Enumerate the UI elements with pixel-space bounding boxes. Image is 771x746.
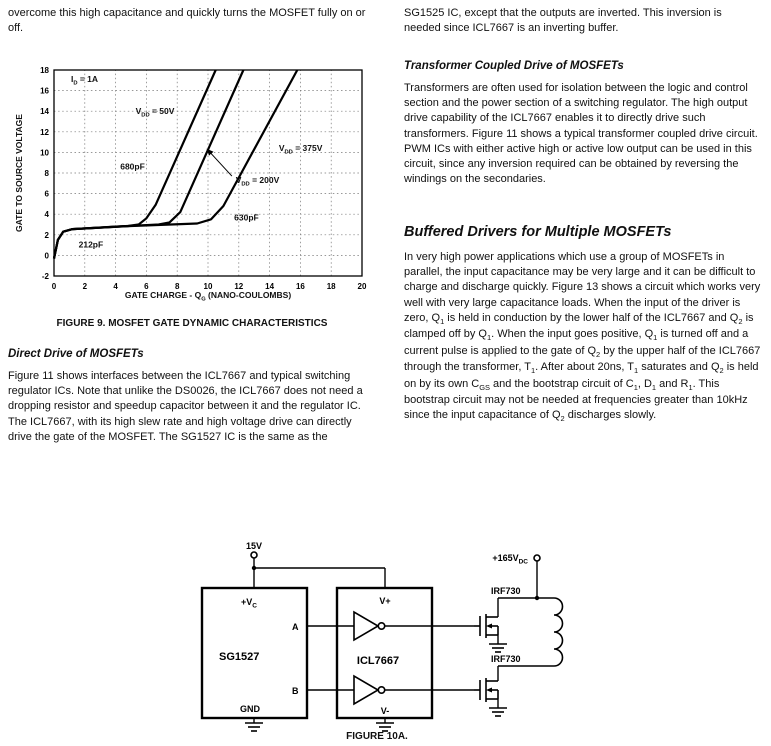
chart-annotation: 680pF bbox=[120, 161, 145, 172]
chart-annotation: $V_{DD} = 50V$ bbox=[135, 106, 175, 119]
sg1527-pin-a-label: A bbox=[292, 622, 299, 632]
chart-annotation: 212pF bbox=[78, 239, 104, 250]
supply-15v-label: 15V bbox=[245, 541, 263, 551]
sg1527-pin-vc-label: $+V_C$ bbox=[241, 597, 257, 610]
inductor-coil-icon bbox=[554, 598, 563, 666]
x-tick-label: 0 bbox=[51, 282, 57, 291]
left-intro-paragraph: overcome this high capacitance and quickly turns the MOSFET fully on or off. bbox=[8, 7, 366, 35]
chart-annotation: $I_D = 1A$ bbox=[70, 74, 99, 88]
icl7667-name-label: ICL7667 bbox=[356, 655, 400, 667]
y-tick-label: 8 bbox=[44, 169, 49, 178]
x-tick-label: 10 bbox=[203, 282, 213, 291]
y-tick-label: 14 bbox=[40, 107, 49, 117]
sg1527-ground-icon bbox=[245, 718, 263, 731]
mosfet-bottom-label: IRF730 bbox=[491, 654, 521, 664]
y-tick-label: 2 bbox=[44, 230, 49, 240]
gate-charge-chart bbox=[8, 60, 376, 310]
figure9-block bbox=[8, 60, 376, 329]
x-tick-label: 20 bbox=[357, 282, 367, 291]
chart-x-axis-label: GATE CHARGE - $Q_G$ (NANO-COULOMBS) bbox=[124, 290, 292, 303]
y-tick-label: 18 bbox=[40, 66, 49, 75]
mosfet-top-label: IRF730 bbox=[491, 586, 521, 596]
right-intro-paragraph: SG1525 IC, except that the outputs are inverted. This inversion is needed since ICL7667 is an inverting buffer. bbox=[404, 7, 722, 35]
y-tick-label: 4 bbox=[44, 210, 49, 220]
icl7667-pin-vplus-label: V+ bbox=[379, 596, 391, 606]
annotation-arrow bbox=[207, 149, 232, 176]
chart-annotation: $V_{DD} = 375V$ bbox=[278, 143, 323, 157]
curve-vdd-200v-630pf- bbox=[54, 70, 243, 259]
direct-drive-heading: Direct Drive of MOSFETs bbox=[8, 348, 144, 360]
x-tick-label: 16 bbox=[295, 282, 305, 291]
mosfet-top-icon bbox=[474, 598, 498, 644]
supply-wires bbox=[252, 558, 385, 588]
x-tick-label: 6 bbox=[144, 282, 149, 291]
mosfet-bottom-icon bbox=[474, 666, 498, 708]
y-tick-label: -2 bbox=[41, 272, 49, 281]
y-tick-label: 16 bbox=[40, 86, 49, 96]
sg1527-pin-gnd-label: GND bbox=[240, 704, 260, 714]
hv-supply-label: $+165V_{DC}$ bbox=[492, 553, 528, 566]
chart-annotation: $V_{DD} = 200V$ bbox=[235, 175, 280, 188]
chart-y-axis-label: GATE TO SOURCE VOLTAGE bbox=[14, 114, 24, 232]
direct-drive-body: Figure 11 shows interfaces between the ICL7667 and typical switching regulator ICs. Note that unlike the DS0026, the ICL7667 does not need a dropping resistor and speedup capacitor between it and the regulator IC. The ICL7667, with its high slew rate and high voltage drive can directly drive the gate of the MOSFET. The SG1527 IC is the same as the bbox=[8, 370, 363, 443]
curve-vdd-375v bbox=[54, 70, 297, 259]
figure10a-circuit bbox=[192, 538, 612, 743]
x-tick-label: 8 bbox=[174, 282, 180, 291]
y-tick-label: 10 bbox=[40, 148, 49, 158]
x-tick-label: 4 bbox=[113, 282, 118, 291]
sg1527-pin-b-label: B bbox=[292, 686, 299, 696]
icl7667-ground-icon bbox=[376, 718, 394, 731]
figure9-caption: FIGURE 9. MOSFET GATE DYNAMIC CHARACTERISTICS bbox=[56, 318, 328, 329]
icl7667-pin-vminus-label: V- bbox=[380, 706, 390, 716]
y-tick-label: 6 bbox=[44, 189, 49, 199]
transformer-body: Transformers are often used for isolation between the logic and control section and the power section of a switching regulator. The high output drive capability of the ICL7667 enables it to directly drive such transformers. Figure 11 shows a typical transformer coupled drive circuit. PWM ICs with either active high or active low output can be used in this circuit, since any inversion required can be obtained by reversing the windings on the secondaries. bbox=[404, 82, 758, 186]
buffered-drivers-heading: Buffered Drivers for Multiple MOSFETs bbox=[404, 224, 672, 240]
transformer-heading: Transformer Coupled Drive of MOSFETs bbox=[404, 60, 624, 72]
buffered-drivers-body: In very high power applications which use a group of MOSFETs in parallel, the input capacitance may be very large and it can be difficult to charge and discharge quickly. Figure 13 shows a circuit which works very well with very large capacitance loads. When the input of the driver is zero, $Q_1$ is held in conduction by the lower half of the ICL7667 and $Q_2$ is clamped off by $Q_1$. When the input goes positive, $Q_1$ is turned off and a current pulse is applied to the gate of $Q_2$ by the upper half of the ICL7667 through the transformer, $T_1$. After about 20ns, $T_1$ saturates and $Q_2$ is held on by its own $C_{GS}$ and the bootstrap circuit of $C_1$, $D_1$ and $R_1$. This bootstrap circuit may not be needed at frequencies greater than 10kHz since the input capacitance of $Q_2$ discharges slowly. bbox=[404, 251, 761, 424]
x-tick-label: 12 bbox=[234, 282, 244, 291]
y-tick-label: 12 bbox=[40, 127, 49, 137]
mosfet-top-ground-icon bbox=[489, 644, 507, 652]
hv-terminal-icon bbox=[534, 555, 540, 561]
x-tick-label: 18 bbox=[326, 282, 336, 291]
icl7667-box bbox=[337, 588, 432, 718]
chart-canvas bbox=[8, 60, 376, 310]
figure10a-caption: FIGURE 10A. bbox=[346, 731, 408, 742]
sg1527-name-label: SG1527 bbox=[219, 651, 260, 663]
mosfet-bottom-ground-icon bbox=[489, 708, 507, 716]
chart-annotation: 630pF bbox=[234, 212, 259, 223]
hv-wires bbox=[498, 561, 554, 666]
y-tick-label: 0 bbox=[44, 251, 49, 261]
x-tick-label: 2 bbox=[82, 282, 88, 291]
x-tick-label: 14 bbox=[265, 282, 275, 291]
supply-terminal-icon bbox=[251, 552, 257, 558]
